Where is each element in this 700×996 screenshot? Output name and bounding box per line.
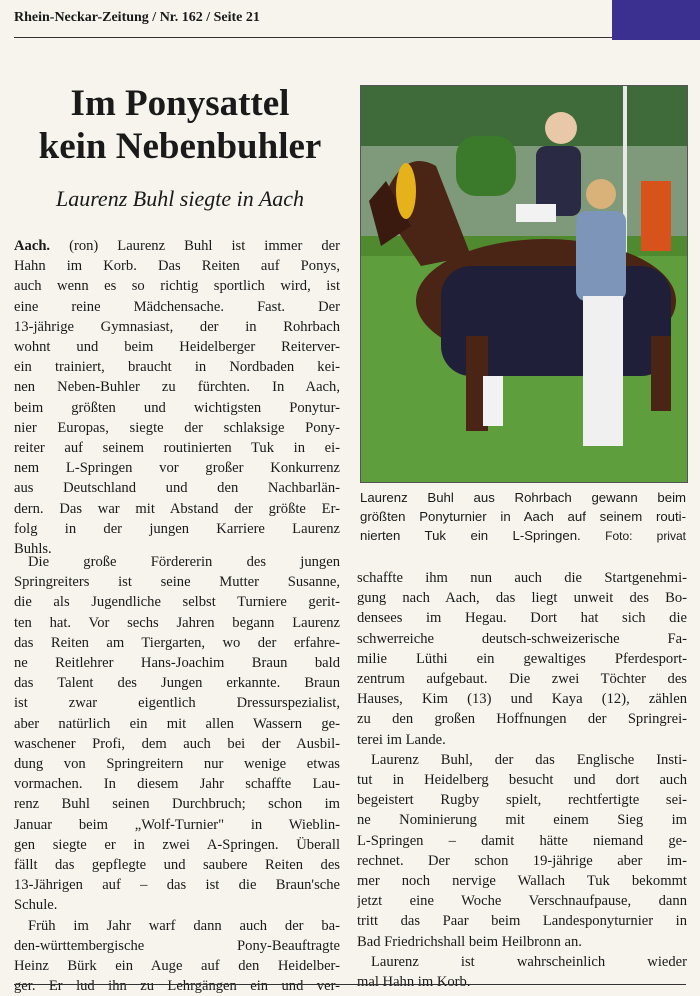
text-line: L-Springen – damit hätte niemand ge- — [357, 832, 687, 849]
caption-line — [360, 526, 686, 546]
text-line: Springreiters ist seine Mutter Susanne, — [14, 574, 340, 591]
dateline: Aach. — [14, 238, 51, 254]
text-line: schwerreiche deutsch-schweizerische Fa- — [357, 630, 687, 647]
text-line: Früh im Jahr warf dann auch der ba- — [28, 917, 340, 934]
text-line: den-württembergische Pony-Beauftragte — [14, 937, 340, 954]
text-line: Die große Fördererin des jungen — [28, 554, 340, 570]
text-line: Bad Friedrichshall beim Heilbronn an. — [357, 933, 582, 950]
text-line: Hahn im Korb. Das Reiten auf Ponys, — [14, 258, 340, 275]
text-line: ein trainiert, braucht in Nordbaden kei- — [14, 359, 340, 376]
text-line — [14, 236, 340, 256]
text-line: ne Nominierung mit einem Sieg im — [357, 812, 687, 829]
corner-color-mark — [612, 0, 700, 40]
text-line: Laurenz ist wahrscheinlich wieder — [371, 953, 687, 970]
text-line: Heinz Bürk ein Auge auf den Heidelber- — [14, 958, 340, 975]
text-line: tut in Heidelberg besucht und dort auch — [357, 772, 687, 789]
text-line: ger. Er lud ihn zu Lehrgängen ein und ver- — [14, 978, 340, 995]
text-line: Januar beim „Wolf-Turnier" in Wieblin- — [14, 816, 340, 833]
text-fragment: (ron) Laurenz Buhl ist immer der — [50, 238, 340, 254]
text-line: vormachen. In diesem Jahr schaffte Lau- — [14, 776, 340, 793]
text-line: das Reiten am Tiergarten, wo der erfahre- — [14, 634, 340, 651]
text-line: milie Lüthi ein gewaltiges Pferdesport- — [357, 650, 687, 667]
text-line: zentrum aufgebaut. Die zwei Töchter des — [357, 671, 687, 688]
headline — [12, 82, 348, 168]
text-line: nier Europas, siegte der schlaksige Pony- — [14, 419, 340, 436]
text-line: nem L-Springen vor großer Konkurrenz — [14, 460, 340, 477]
subheadline: Laurenz Buhl siegte in Aach — [55, 186, 305, 211]
horse-rider-photo — [361, 86, 687, 482]
text-line: Buhls. — [14, 541, 52, 558]
text-line: ten hat. Vor sechs Jahren begann Laurenz — [14, 614, 340, 631]
text-line: waschener Profi, dem auch bei der Ausbil- — [14, 735, 340, 752]
text-line: 13-jährige Gymnasiast, der in Rohrbach — [14, 318, 340, 335]
text-line: mal Hahn im Korb. — [357, 974, 471, 991]
text-line: Schule. — [14, 897, 58, 914]
text-line: dung von Springreitern nur wenige etwas — [14, 756, 340, 773]
article-column-1-intro — [14, 236, 340, 559]
text-line: ne Reitlehrer Hans-Joachim Braun bald — [14, 655, 340, 672]
text-line: renz Buhl seinen Durchbruch; schon im — [14, 796, 340, 813]
text-line: Hauses, Kim (13) und Kaya (12), zählen — [357, 691, 687, 708]
text-line: dern. Das war mit Abstand der größte Er- — [14, 500, 340, 517]
text-line: zu den großen Hoffnungen der Springrei- — [357, 711, 687, 728]
caption-line: größten Ponyturnier in Aach auf seinem routi- — [360, 509, 686, 524]
footer-rule — [14, 984, 686, 985]
text-line: reiter auf seinem routinierten Tuk in ei- — [14, 440, 340, 457]
text-line: tritt das Paar beim Landesponyturnier in — [357, 913, 687, 930]
text-line: gen siegte er in zwei A-Springen. Überall — [14, 836, 340, 853]
text-line: nen Neben-Buhler zu fürchten. In Aach, — [14, 379, 340, 396]
text-line: folg in der jungen Karriere Laurenz — [14, 520, 340, 537]
text-line: eine reine Mädchensache. Fast. Der — [14, 298, 340, 315]
text-line: die als Jugendliche selbst Turniere gerit- — [14, 594, 340, 611]
photo-caption — [360, 488, 686, 546]
text-line: schaffte ihm nun auch die Startgenehmi- — [357, 570, 687, 586]
text-line: jetzt eine Woche Verschnaufpause, dann — [357, 893, 687, 910]
article-column-2 — [357, 568, 687, 992]
text-line: aber natürlich ein mit allen Wassern ge- — [14, 715, 340, 732]
text-line: beim größten und wichtigsten Ponytur- — [14, 399, 340, 416]
headline-line-2: kein Nebenbuhler — [38, 126, 322, 167]
text-line: mer noch nervige Wallach Tuk bekommt — [357, 873, 687, 890]
caption-text: nierten Tuk ein L-Springen. — [360, 528, 581, 543]
text-line: terei im Lande. — [357, 731, 446, 748]
text-line: 13-Jährigen auf – das ist die Braun'sche — [14, 877, 340, 894]
text-line: auch wenn es so richtig sportlich wird, ist — [14, 278, 340, 295]
text-line: das Talent des Jungen erkannte. Braun — [14, 675, 340, 692]
newspaper-header: Rhein-Neckar-Zeitung / Nr. 162 / Seite 21 — [14, 10, 260, 25]
text-line: wohnt und beim Heidelberger Reiterver- — [14, 339, 340, 356]
article-photo — [360, 85, 688, 483]
header-rule — [14, 37, 612, 38]
article-column-1 — [14, 552, 340, 996]
text-line: fällt das gepflegte und saubere Reiten des — [14, 857, 340, 874]
text-line: ist zwar eigentlich Dressurspezialist, — [14, 695, 340, 712]
text-line: Laurenz Buhl, der das Englische Insti- — [371, 751, 687, 768]
text-line: aus Deutschland und den Nachbarlän- — [14, 480, 340, 497]
photo-credit: Foto: privat — [605, 529, 686, 543]
text-line: rechnet. Der schon 19-jährige aber im- — [357, 852, 687, 869]
text-line: gung nach Aach, das liegt unweit des Bo- — [357, 590, 687, 607]
caption-line: Laurenz Buhl aus Rohrbach gewann beim — [360, 490, 686, 505]
text-line: begeistert Rugby spielt, rechtfertigte sei- — [357, 792, 687, 809]
headline-line-1: Im Ponysattel — [70, 83, 290, 124]
text-line: densees im Hegau. Dort hat sich die — [357, 610, 687, 627]
